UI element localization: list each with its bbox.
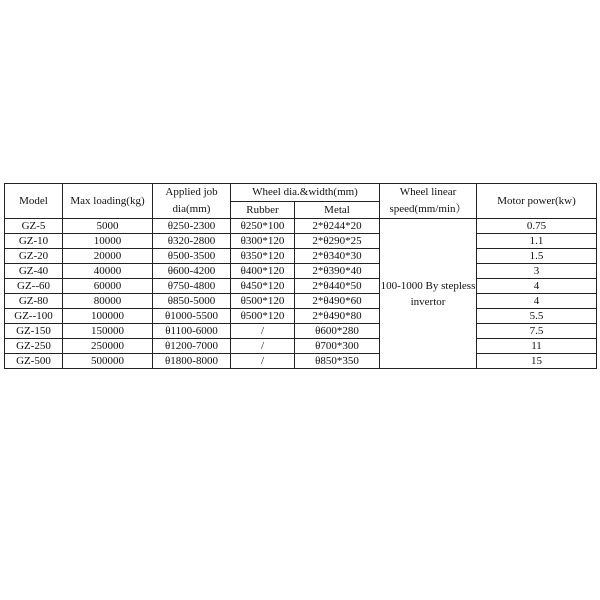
cell-model: GZ-250 — [5, 339, 63, 354]
cell-metal: θ600*280 — [295, 324, 380, 339]
spec-table-body — [5, 184, 597, 369]
cell-motor-power: 1.1 — [477, 234, 597, 249]
cell-model: GZ-20 — [5, 249, 63, 264]
cell-max-loading: 60000 — [63, 279, 153, 294]
cell-metal: 2*θ440*50 — [295, 279, 380, 294]
cell-applied-job-dia: θ1200-7000 — [153, 339, 231, 354]
cell-rubber: θ250*100 — [231, 219, 295, 234]
cell-max-loading: 250000 — [63, 339, 153, 354]
table-row — [5, 339, 597, 354]
header-row-1 — [5, 184, 597, 202]
cell-model: GZ-150 — [5, 324, 63, 339]
cell-motor-power: 3 — [477, 264, 597, 279]
cell-max-loading: 5000 — [63, 219, 153, 234]
table-row — [5, 234, 597, 249]
cell-rubber: θ500*120 — [231, 294, 295, 309]
spec-table — [4, 183, 597, 369]
table-row — [5, 219, 597, 234]
cell-applied-job-dia: θ1000-5500 — [153, 309, 231, 324]
header-applied-job-dia: Applied job dia(mm) — [153, 184, 231, 219]
cell-applied-job-dia: θ250-2300 — [153, 219, 231, 234]
cell-metal: 2*θ490*60 — [295, 294, 380, 309]
cell-metal: 2*θ290*25 — [295, 234, 380, 249]
cell-wheel-linear-speed: 100-1000 By stepless invertor — [380, 219, 477, 369]
cell-model: GZ-10 — [5, 234, 63, 249]
table-row — [5, 279, 597, 294]
cell-motor-power: 4 — [477, 294, 597, 309]
cell-rubber: / — [231, 324, 295, 339]
cell-max-loading: 40000 — [63, 264, 153, 279]
cell-model: GZ-500 — [5, 354, 63, 369]
cell-metal: 2*θ244*20 — [295, 219, 380, 234]
cell-rubber: θ400*120 — [231, 264, 295, 279]
cell-max-loading: 10000 — [63, 234, 153, 249]
cell-applied-job-dia: θ600-4200 — [153, 264, 231, 279]
cell-applied-job-dia: θ1800-8000 — [153, 354, 231, 369]
cell-rubber: / — [231, 354, 295, 369]
header-max-loading: Max loading(kg) — [63, 184, 153, 219]
cell-motor-power: 0.75 — [477, 219, 597, 234]
cell-applied-job-dia: θ500-3500 — [153, 249, 231, 264]
table-row — [5, 324, 597, 339]
cell-applied-job-dia: θ850-5000 — [153, 294, 231, 309]
table-row — [5, 354, 597, 369]
cell-metal: 2*θ340*30 — [295, 249, 380, 264]
cell-motor-power: 1.5 — [477, 249, 597, 264]
cell-motor-power: 11 — [477, 339, 597, 354]
cell-max-loading: 20000 — [63, 249, 153, 264]
cell-motor-power: 4 — [477, 279, 597, 294]
cell-max-loading: 100000 — [63, 309, 153, 324]
cell-max-loading: 150000 — [63, 324, 153, 339]
cell-model: GZ--100 — [5, 309, 63, 324]
header-wheel-linear-speed: Wheel linear speed(mm/min） — [380, 184, 477, 219]
cell-rubber: θ300*120 — [231, 234, 295, 249]
cell-rubber: θ500*120 — [231, 309, 295, 324]
cell-metal: θ850*350 — [295, 354, 380, 369]
header-metal: Metal — [295, 201, 380, 219]
cell-rubber: / — [231, 339, 295, 354]
cell-applied-job-dia: θ320-2800 — [153, 234, 231, 249]
cell-applied-job-dia: θ1100-6000 — [153, 324, 231, 339]
cell-motor-power: 5.5 — [477, 309, 597, 324]
header-motor-power: Motor power(kw) — [477, 184, 597, 219]
cell-rubber: θ350*120 — [231, 249, 295, 264]
cell-motor-power: 7.5 — [477, 324, 597, 339]
cell-motor-power: 15 — [477, 354, 597, 369]
cell-max-loading: 80000 — [63, 294, 153, 309]
header-wheel: Wheel dia.&width(mm) — [231, 184, 380, 202]
cell-model: GZ-80 — [5, 294, 63, 309]
cell-model: GZ--60 — [5, 279, 63, 294]
cell-rubber: θ450*120 — [231, 279, 295, 294]
cell-metal: θ700*300 — [295, 339, 380, 354]
cell-max-loading: 500000 — [63, 354, 153, 369]
header-model: Model — [5, 184, 63, 219]
cell-model: GZ-40 — [5, 264, 63, 279]
table-row — [5, 249, 597, 264]
header-rubber: Rubber — [231, 201, 295, 219]
cell-applied-job-dia: θ750-4800 — [153, 279, 231, 294]
table-row — [5, 294, 597, 309]
cell-metal: 2*θ390*40 — [295, 264, 380, 279]
table-row — [5, 309, 597, 324]
cell-metal: 2*θ490*80 — [295, 309, 380, 324]
table-row — [5, 264, 597, 279]
cell-model: GZ-5 — [5, 219, 63, 234]
